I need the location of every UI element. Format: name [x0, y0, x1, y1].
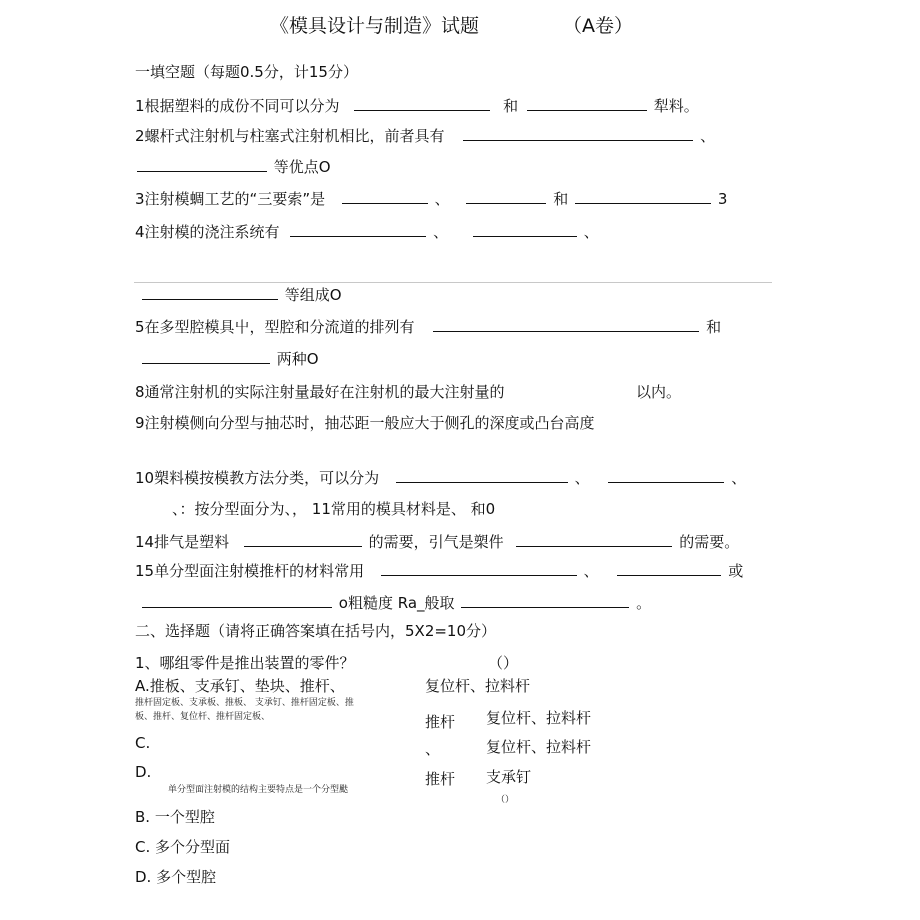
option-col-dun: 、	[425, 740, 441, 758]
answer-blank[interactable]	[244, 534, 362, 547]
option-a-right: 复位杆、拉料杆	[425, 677, 531, 695]
answer-blank[interactable]	[381, 563, 577, 576]
answer-blank[interactable]	[396, 470, 568, 483]
question-15-cont: o粗糙度 Ra_般取 。	[140, 594, 651, 612]
option-col-reset-1: 复位杆、拉料杆	[486, 709, 592, 727]
question-1: 1根据塑料的成份不同可以分为 和 犁料。	[135, 97, 699, 115]
answer-blank[interactable]	[575, 191, 711, 204]
question-5: 5在多型腔模具屮，型腔和分流道的排列有 和	[135, 318, 722, 336]
question-10: 10槊料模按模教方法分类，可以分为 、 、	[135, 469, 747, 487]
answer-blank[interactable]	[527, 98, 647, 111]
option-b2: B. 一个型腔	[135, 808, 215, 826]
question-8-tail: 以内。	[636, 383, 682, 401]
divider-line	[134, 282, 772, 283]
option-col-pushrod: 推杆	[425, 713, 456, 731]
section1-heading: 一填空题（每题0.5分，计15分）	[135, 63, 358, 81]
option-small-line-2: 板、推杆、复位杆、推杆固定板、	[135, 712, 271, 722]
question-4-cont: 等组成O	[140, 286, 342, 304]
question-3: 3注射模蜩工艺的“三要索”是 、 和 3	[135, 190, 728, 208]
answer-blank[interactable]	[142, 595, 332, 608]
answer-blank[interactable]	[617, 563, 721, 576]
option-small-line-1: 推杆固定板、支承板、推板、 支承钉、推杆固定板、推	[135, 698, 354, 708]
option-col-pushrod-2: 推杆	[425, 770, 456, 788]
answer-blank[interactable]	[473, 224, 577, 237]
question-2-cont: 等优点O	[135, 158, 331, 176]
answer-blank[interactable]	[608, 470, 724, 483]
answer-blank[interactable]	[354, 98, 490, 111]
question-4: 4注射模的浇注系统有 、 、	[135, 223, 599, 241]
answer-bracket[interactable]: （）	[488, 654, 519, 672]
option-col-reset-2: 复位杆、拉料杆	[486, 738, 592, 756]
paper-version: （A卷）	[563, 15, 633, 37]
choice-question-1: 1、哪组零件是推出装置的零件？	[135, 654, 355, 672]
answer-blank[interactable]	[142, 287, 278, 300]
exam-title: 《模具设计与制造》试题	[270, 15, 480, 37]
question-8: 8通常注射机的实际注射量最好在注射机的最大注射量的	[135, 383, 505, 401]
option-d-label: D.	[135, 763, 152, 781]
option-c2: C. 多个分型面	[135, 838, 231, 856]
option-a: A.推板、支承钉、垫块、推杆、	[135, 677, 345, 695]
question-11: 、：按分型面分为、， 11常用的模具材料是、 和0	[172, 500, 496, 518]
section2-heading: 二、选择题（请将正确答案填在括号内，5X2=10分）	[135, 622, 497, 640]
choice-question-2: 单分型面注射模的结构主要特点是一个分型颫	[168, 785, 349, 795]
option-col-support: 支承钉	[486, 768, 532, 786]
option-d2: D. 多个型腔	[135, 868, 217, 886]
question-15: 15单分型面注射模推杆的材料常用 、 或	[135, 562, 744, 580]
answer-blank[interactable]	[463, 128, 693, 141]
option-c-label: C.	[135, 734, 151, 752]
answer-blank[interactable]	[290, 224, 426, 237]
answer-blank[interactable]	[461, 595, 629, 608]
answer-blank[interactable]	[137, 159, 267, 172]
question-14: 14排气是塑料 的需要，引气是槊件 的需要。	[135, 533, 740, 551]
answer-blank[interactable]	[516, 534, 672, 547]
answer-blank[interactable]	[433, 319, 699, 332]
answer-bracket-2[interactable]: （）	[496, 795, 515, 805]
answer-blank[interactable]	[142, 351, 270, 364]
question-2: 2螺杆式注射机与柱塞式注射机相比，前者具有 、	[135, 127, 716, 145]
answer-blank[interactable]	[342, 191, 428, 204]
answer-blank[interactable]	[466, 191, 546, 204]
question-5-cont: 两种O	[140, 350, 319, 368]
question-9: 9注射模侧向分型与抽芯时，抽芯距一般应大于侧孔的深度或凸台高度	[135, 414, 595, 432]
